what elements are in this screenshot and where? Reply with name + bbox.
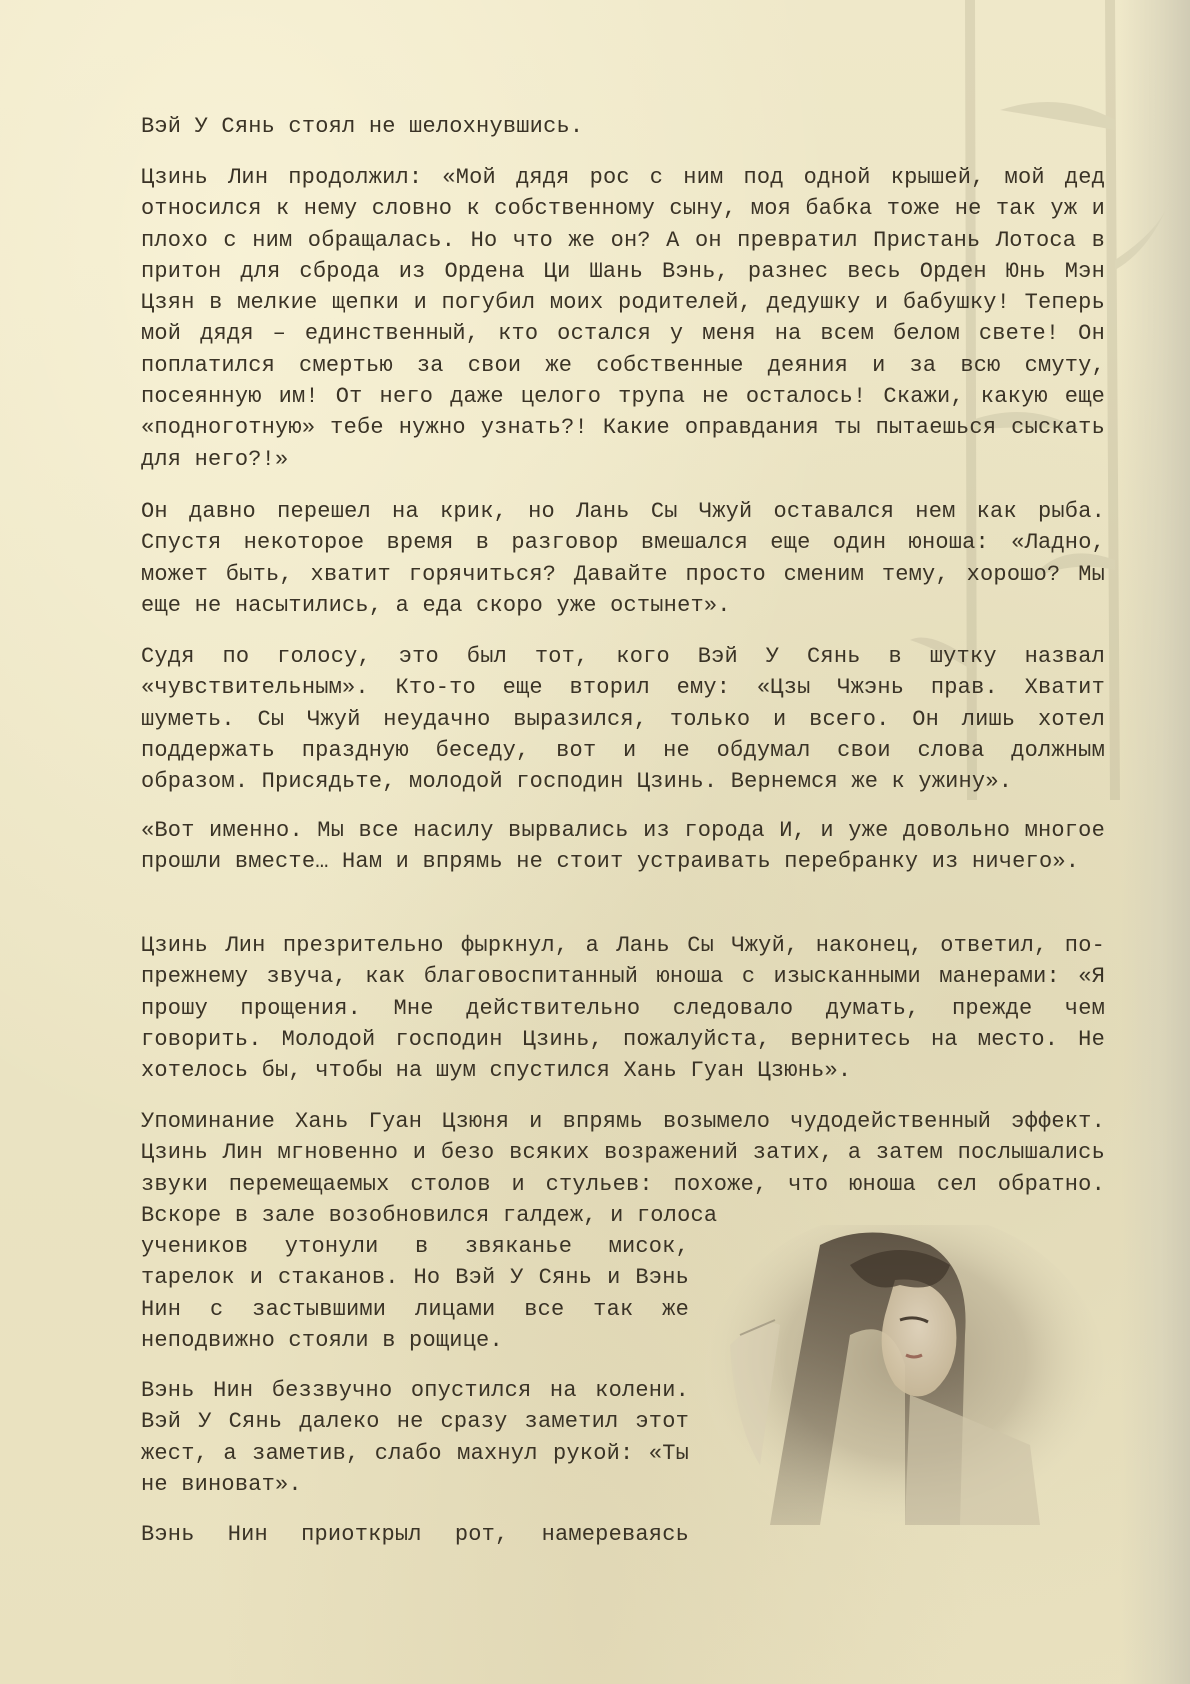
character-portrait-illustration — [700, 1225, 1110, 1545]
paragraph-6: Цзинь Лин презрительно фыркнул, а Лань Сы Чжуй, наконец, ответил, по-прежнему звуча, как благовоспитанный юноша с изысканными манерами: «Я прошу прощения. Мне действительно следовало думать, прежде чем говорить. Молодой господин Цзинь, пожалуйста, вернитесь на место. Не хотелось бы, чтобы на шум спустился Хань Гуан Цзюнь». — [141, 933, 1105, 1084]
paragraph-7-continued: учеников утонули в звяканье мисок, тарелок и стаканов. Но Вэй У Сянь и Вэнь Нин с застывшими лицами все так же неподвижно стояли в рощице. — [141, 1234, 689, 1353]
paragraph-7: Упоминание Хань Гуан Цзюня и впрямь возымело чудодейственный эффект. Цзинь Лин мгновенно и безо всяких возражений затих, а затем послышались звуки перемещаемых столов и стульев: похоже, что юноша сел обратно. Вскоре в зале возобновился галдеж, и голоса — [141, 1109, 1105, 1228]
paragraph-8: Вэнь Нин беззвучно опустился на колени. Вэй У Сянь далеко не сразу заметил этот жест, а заметив, слабо махнул рукой: «Ты не виноват». — [141, 1378, 689, 1497]
paragraph-4: Судя по голосу, это был тот, кого Вэй У Сянь в шутку назвал «чувствительным». Кто-то еще вторил ему: «Цзы Чжэнь прав. Хватит шуметь. Сы Чжуй неудачно выразился, только и всего. Он лишь хотел поддержать праздную беседу, вот и не обдумал свои слова должным образом. Присядьте, молодой господин Цзинь. Вернемся же к ужину». — [141, 644, 1105, 795]
paragraph-2: Цзинь Лин продолжил: «Мой дядя рос с ним под одной крышей, мой дед относился к нему словно к собственному сыну, моя бабка тоже не так уж и плохо с ним обращалась. Но что же он? А он превратил Пристань Лотоса в притон для сброда из Ордена Ци Шань Вэнь, разнес весь Орден Юнь Мэн Цзян в мелкие щепки и погубил моих родителей, дедушку и бабушку! Теперь мой дядя – единственный, кто остался у меня на всем белом свете! Он поплатился смертью за свои же собственные деяния и за всю смуту, посеянную им! От него даже целого трупа не осталось! Скажи, какую еще «подноготную» тебе нужно узнать?! Какие оправдания ты пытаешься сыскать для него?!» — [141, 165, 1105, 472]
character-portrait-icon — [700, 1225, 1110, 1545]
paragraph-9: Вэнь Нин приоткрыл рот, намереваясь — [141, 1522, 689, 1547]
paragraph-1: Вэй У Сянь стоял не шелохнувшись. — [141, 114, 584, 139]
paragraph-3: Он давно перешел на крик, но Лань Сы Чжуй оставался нем как рыба. Спустя некоторое время в разговор вмешался еще один юноша: «Ладно, может быть, хватит горячиться? Давайте просто сменим тему, хорошо? Мы еще не насытились, а еда скоро уже остынет». — [141, 499, 1105, 618]
paper-right-edge — [1120, 0, 1190, 1684]
paragraph-5: «Вот именно. Мы все насилу вырвались из города И, и уже довольно многое прошли вместе… Нам и впрямь не стоит устраивать перебранку из ничего». — [141, 818, 1105, 875]
